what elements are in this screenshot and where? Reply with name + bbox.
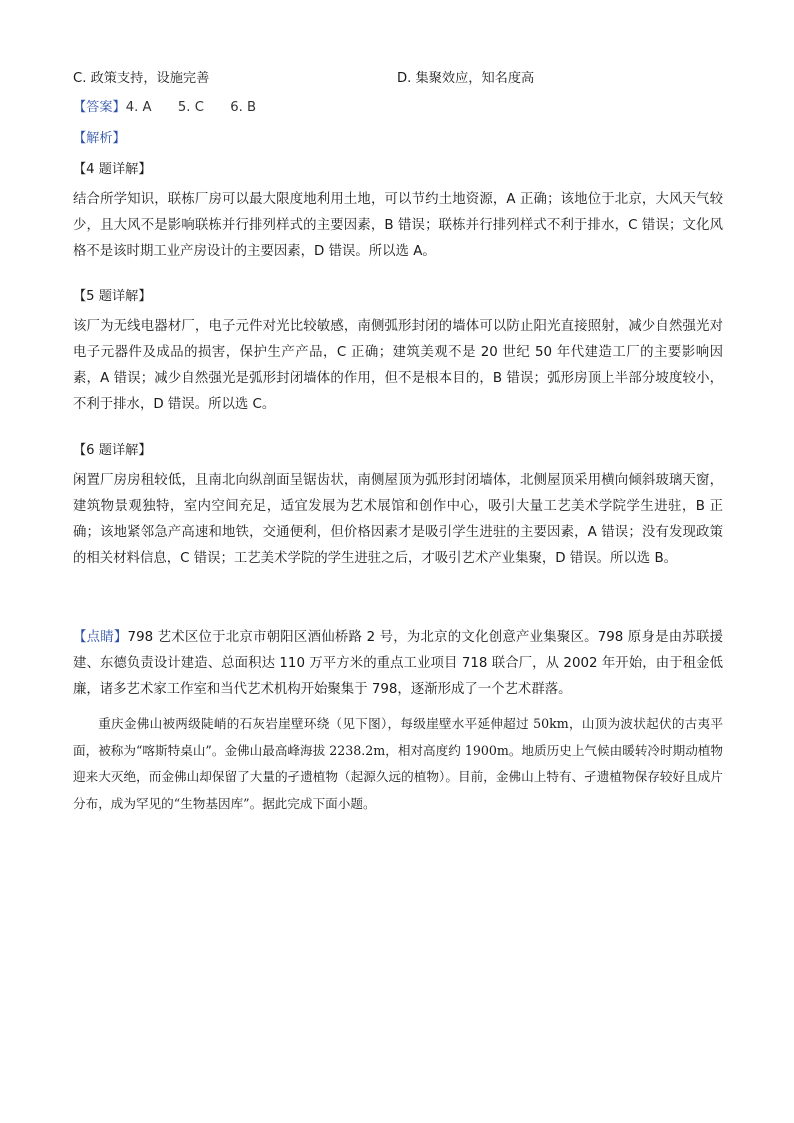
answer-line: [73, 99, 256, 117]
dianjing-paragraph: [73, 625, 723, 703]
option-d: D. 集聚效应，知名度高: [397, 71, 535, 86]
next-question-passage: 重庆金佛山被两级陡峭的石灰岩崖壁环绕（见下图），每级崖壁水平延伸超过 50km，山顶为波状起伏的古夷平面，被称为“喀斯特桌山”。金佛山最高峰海拔 2238.2m，相对高度约 1900m。地质历史上气候由暖转冷时期动植物迎来大灭绝，而金佛山却保留了大量的孑遗植物（起源久远的植物）。目前，金佛山上特有、孑遗植物保存较好且成片分布，成为罕见的“生物基因库”。据此完成下面小题。: [73, 716, 723, 811]
options-row: [73, 67, 733, 87]
q4-heading: 【4 题详解】: [73, 162, 152, 177]
q6-explanation: 闲置厂房房租较低，且南北向纵剖面呈锯齿状，南侧屋顶为弧形封闭墙体，北侧屋顶采用横向倾斜玻璃天窗，建筑物景观独特，室内空间充足，适宜发展为艺术展馆和创作中心，吸引大量工艺美术学院学生进驻，B 正确；该地紧邻急产高速和地铁，交通便利，但价格因素才是吸引学生进驻的主要因素，A 错误；没有发现政策的相关材料信息，C 错误；工艺美术学院的学生进驻之后，才吸引艺术产业集聚，D 错误。所以选 B。: [73, 473, 723, 566]
answer-label: 【答案】: [73, 100, 126, 115]
answer-value: 4. A 5. C 6. B: [125, 100, 257, 115]
dianjing-text: 798 艺术区位于北京市朝阳区酒仙桥路 2 号，为北京的文化创意产业集聚区。798 原身是由苏联援建、东德负责设计建造、总面积达 110 万平方米的重点工业项目 718 联合厂，从 2002 年开始，由于租金低廉，诸多艺术家工作室和当代艺术机构开始聚集于 798，逐渐形成了一个艺术群落。: [73, 630, 724, 697]
q5-explanation: 该厂为无线电器材厂，电子元件对光比较敏感，南侧弧形封闭的墙体可以防止阳光直接照射，减少自然强光对电子元器件及成品的损害，保护生产产品，C 正确；建筑美观不是 20 世纪 50 年代建造工厂的主要影响因素，A 错误；减少自然强光是弧形封闭墙体的作用，但不是根本目的，B 错误；弧形房顶上半部分坡度较小，不利于排水，D 错误。所以选 C。: [73, 319, 723, 412]
q6-heading: 【6 题详解】: [73, 443, 152, 458]
option-c: C. 政策支持，设施完善: [73, 71, 210, 86]
q4-explanation: 结合所学知识，联栋厂房可以最大限度地利用土地，可以节约土地资源，A 正确；该地位于北京，大风天气较少，且大风不是影响联栋并行排列样式的主要因素，B 错误；联栋并行排列样式不利于排水，C 错误；文化风格不是该时期工业产房设计的主要因素，D 错误。所以选 A。: [73, 192, 723, 259]
dianjing-label: 【点睛】: [73, 630, 128, 645]
q5-heading: 【5 题详解】: [73, 289, 152, 304]
analysis-label: 【解析】: [73, 131, 126, 146]
